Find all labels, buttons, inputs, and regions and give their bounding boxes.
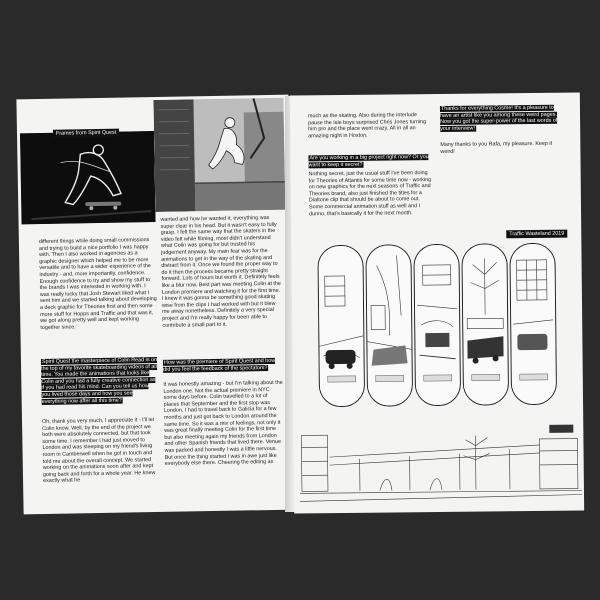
left-col1-question: [41, 357, 159, 405]
photo-caption: Frames from Spirit Quest: [53, 129, 119, 138]
right-col2-thanks: [440, 105, 564, 133]
left-col2-paragraph-1: wanted and how he wanted it, everything was super clear in his head. But it wasn't easy to fully grasp. I felt the same way that the skaters in the video felt while filming, most didn't understand what Colin was going for but trusted his judgement anyway. My main fear was for the animations to get in the way of the skating and distract from it. Once we found the proper way to do it then the process became pretty straight forward. Lots of hours but worth it. Definitely feels like a blur now. Best part was meeting Colin at the London premiere and watching it for the first time. I knew it was gonna be something good skating wise from the clips I had worked with but it blew me away nonetheless. Definitely a very special project and I'm really happy for been able to contribute a small part to it.: [160, 215, 281, 329]
skate-deck-3: [413, 244, 461, 406]
right-col2-answer: Many thanks to you Rafa, my pleasure. Keep it weird!: [440, 140, 553, 155]
left-col1-question-text: Spirit Quest the masterpiece of Colin Read is on the top of my favorite skateboarding videos of all time. You made the animations that looks like Colin and you had a fully creative connection as if you had read his mind. Can you tell us how you lived those days and how you see everything now after all this time?: [41, 356, 158, 405]
skate-deck-4: [461, 243, 509, 405]
street-sketch-illustration: [299, 414, 582, 507]
right-col1-paragraph-1: much as the skating. Also during the interlude pause the Isle boys surprised Chris Jones turning him pro and the place went crazy. All in all an amazing night in Hoxton.: [308, 112, 427, 140]
skate-deck-5: [509, 243, 557, 405]
right-col1-paragraph-2: Nothing secret, just the usual stuff I've been doing for Theories of Atlantis for some time now - working on new graphics for the next seasons of Traffic and Theories brand, also just finished the titles for a Dialtone clip that should be about to come out. Some commercial animation stuff as well and I dunno, that's basically it for the next month.: [308, 170, 432, 217]
skate-deck-2: [365, 244, 413, 406]
left-page: [16, 95, 295, 515]
left-col2-question: [163, 358, 283, 373]
right-col2-thanks-text: Thanks for everything Cosme! It's a pleasure to have an artist like you among these weird pages. Now you got the super-power of the last words of your interview!: [440, 104, 558, 132]
left-col2-question-text: How was the premiere of Spirit Quest and how did you feel the feedback of the spectators?: [163, 357, 276, 373]
spirit-quest-frame-photo-2: [153, 98, 285, 212]
right-page: [290, 92, 584, 513]
right-col1-question: [308, 154, 432, 168]
left-col2-paragraph-2: It was honestly amazing - but I'm talking about the London one. Not the actual premiere in NYC some days before. Colin travelled to a lot of places that September and the first stop was London. I had to travel back to Galicia for a few months and just got back to London around the same time. So it was a mix of feelings, not only it was great finally meeting Colin for the first time but also meeting again my friends from London and other Spanish friends that lived there. Venue was packed and honestly I was a little nervous. But once the thing started I was in awe just like everybody else there. Cheering the editing as: [163, 379, 283, 467]
deck-caption: Traffic Wasteland 2019: [506, 230, 567, 239]
left-col1-paragraph-2: Oh, thank you very much, I appreciate it - I'll let Colin know. Well, by the end of the project we both were absolutely connected, but that took some time. I remember I had just moved to London and was sleeping on my friend's living room in Camberwell when he got in touch and told me about the overall concept. We started working on the animations soon after and kept going back and forth for a whole year. He knew exactly what he: [41, 417, 156, 485]
skate-deck-1: [317, 245, 365, 407]
left-col1-paragraph-1: different things while doing small commissions and trying to build a nice portfolio I was happy with. Then I also worked in agencies as a graphic designer which helped me to be more versatile and to have a wider experience of the industry - and, more importantly, confidence. Enough confidence to try and show my stuff to the brands I was interested in working with. I was really lucky that Josh Stewart liked what I sent him and we started talking about developing a deck graphic for Theories first and then some more stuff for Hopps and Traffic and that was it, we got along pretty well and kept working together since.: [38, 237, 157, 331]
right-col1-question-text: Are you working in a big project right now? Or you want to keep it secret?: [308, 154, 429, 168]
spirit-quest-frame-photo-1: [20, 131, 156, 224]
